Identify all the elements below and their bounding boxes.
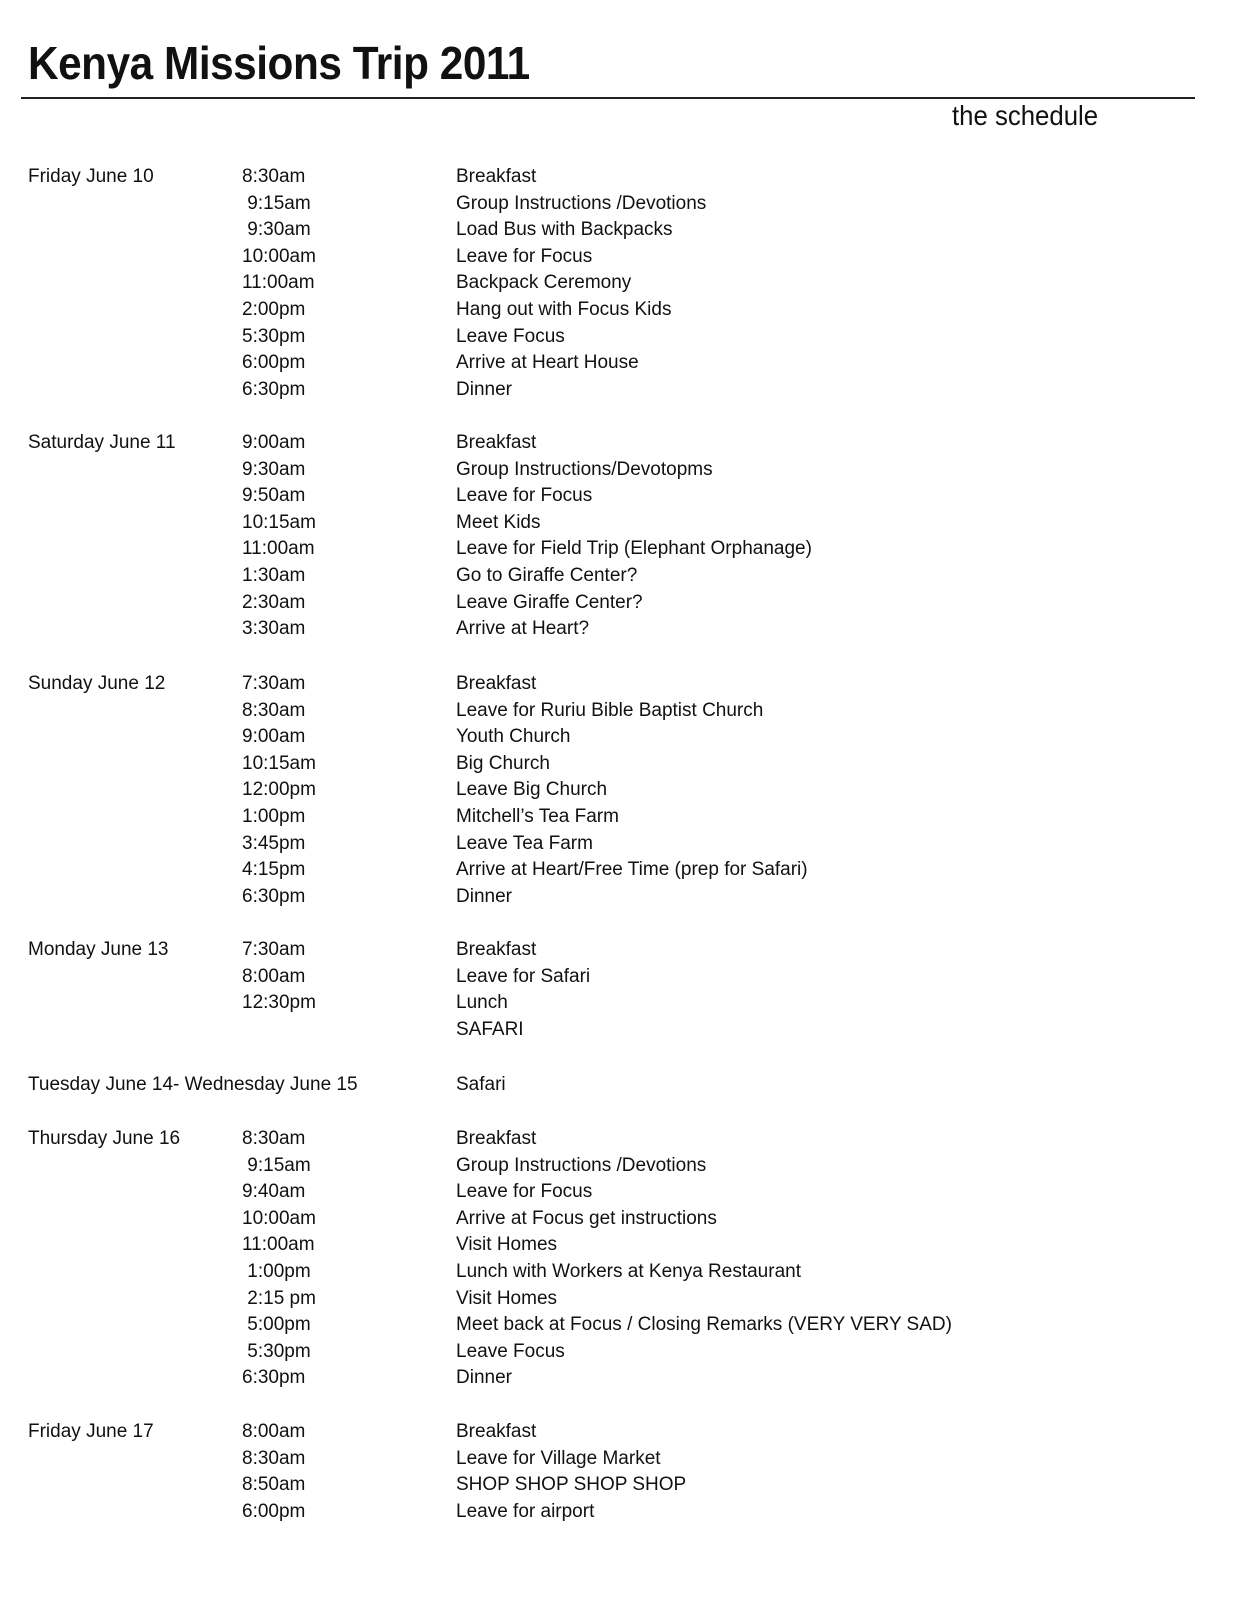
- schedule-time: 9:15am: [242, 1154, 311, 1176]
- schedule-activity: SAFARI: [456, 1018, 524, 1040]
- schedule-time: 9:30am: [242, 458, 306, 480]
- schedule-activity: Visit Homes: [456, 1287, 558, 1309]
- schedule-time: 6:00pm: [242, 1500, 306, 1522]
- schedule-time: 5:00pm: [242, 1314, 311, 1336]
- schedule-activity: Big Church: [456, 752, 550, 774]
- schedule-time: 1:00pm: [242, 1261, 311, 1282]
- schedule-time: 6:30pm: [242, 885, 306, 907]
- schedule-activity: Visit Homes: [456, 1234, 558, 1256]
- schedule-activity: Leave Tea Farm: [456, 832, 593, 854]
- title-divider: [21, 97, 1195, 99]
- page-title: Kenya Missions Trip 2011: [28, 37, 530, 89]
- schedule-activity: Leave for Focus: [456, 485, 593, 507]
- schedule-activity: Leave for Field Trip (Elephant Orphanage): [456, 538, 812, 560]
- schedule-activity: Leave for Ruriu Bible Baptist Church: [456, 699, 764, 721]
- schedule-activity: SHOP SHOP SHOP SHOP: [456, 1474, 687, 1496]
- schedule-activity: Leave for Safari: [456, 965, 591, 987]
- schedule-time: 10:15am: [242, 511, 316, 533]
- schedule-time: 3:45pm: [242, 832, 306, 854]
- schedule-time: 9:50am: [242, 485, 306, 507]
- schedule-time: 2:30am: [242, 591, 306, 613]
- schedule-time: 5:30pm: [242, 325, 306, 347]
- schedule-activity: Go to Giraffe Center?: [456, 565, 638, 586]
- schedule-time: 11:00am: [242, 1234, 315, 1256]
- schedule-time: 12:00pm: [242, 779, 316, 801]
- schedule-time: 6:30pm: [242, 1367, 306, 1389]
- schedule-activity: Dinner: [456, 885, 512, 907]
- schedule-time: 7:30am: [242, 939, 306, 960]
- day-label: Friday June 17: [28, 1421, 154, 1442]
- schedule-activity: Mitchell’s Tea Farm: [456, 806, 619, 827]
- schedule-activity: Meet Kids: [456, 511, 541, 533]
- schedule-activity: Arrive at Heart/Free Time (prep for Safari): [456, 859, 808, 881]
- schedule-time: 9:40am: [242, 1181, 306, 1203]
- schedule-time: 6:00pm: [242, 352, 306, 374]
- schedule-activity: Leave for Focus: [456, 245, 593, 267]
- schedule-activity: Breakfast: [456, 1128, 537, 1149]
- day-label: Monday June 13: [28, 939, 169, 960]
- schedule-time: 8:00am: [242, 1421, 306, 1442]
- schedule-time: 1:00pm: [242, 806, 306, 827]
- schedule-time: 1:30am: [242, 565, 306, 586]
- schedule-activity: Lunch with Workers at Kenya Restaurant: [456, 1261, 801, 1282]
- schedule-activity: Group Instructions/Devotopms: [456, 458, 713, 480]
- schedule-time: 8:30am: [242, 1128, 306, 1149]
- schedule-activity: Hang out with Focus Kids: [456, 299, 672, 320]
- schedule-time: 2:15 pm: [242, 1287, 316, 1309]
- schedule-activity: Leave Focus: [456, 1340, 565, 1362]
- day-label: Saturday June 11: [28, 432, 176, 453]
- schedule-activity: Dinner: [456, 378, 512, 400]
- schedule-activity: Breakfast: [456, 432, 537, 453]
- schedule-activity: Breakfast: [456, 1421, 537, 1442]
- schedule-time: 8:00am: [242, 965, 306, 987]
- schedule-activity: Leave for Village Market: [456, 1447, 661, 1469]
- schedule-time: 9:00am: [242, 432, 306, 453]
- schedule-time: 5:30pm: [242, 1340, 311, 1362]
- day-label: Friday June 10: [28, 166, 154, 187]
- schedule-activity: Backpack Ceremony: [456, 272, 632, 294]
- schedule-time: 6:30pm: [242, 378, 306, 400]
- schedule-activity: Safari: [456, 1074, 506, 1095]
- schedule-time: 10:00am: [242, 245, 316, 267]
- schedule-activity: Lunch: [456, 992, 508, 1014]
- schedule-time: 8:30am: [242, 699, 306, 721]
- schedule-time: 8:50am: [242, 1474, 306, 1496]
- day-label: Tuesday June 14- Wednesday June 15: [28, 1074, 358, 1095]
- schedule-time: 9:00am: [242, 726, 306, 748]
- schedule-time: 10:15am: [242, 752, 316, 774]
- day-label: Thursday June 16: [28, 1128, 181, 1149]
- schedule-activity: Leave Big Church: [456, 779, 608, 801]
- schedule-time: 9:30am: [242, 219, 311, 241]
- schedule-activity: Arrive at Heart House: [456, 352, 639, 374]
- schedule-activity: Group Instructions /Devotions: [456, 192, 707, 214]
- schedule-activity: Breakfast: [456, 166, 537, 187]
- schedule-time: 8:30am: [242, 166, 306, 187]
- schedule-time: 12:30pm: [242, 992, 316, 1014]
- schedule-activity: Load Bus with Backpacks: [456, 219, 673, 241]
- schedule-activity: Breakfast: [456, 673, 537, 694]
- schedule-time: 4:15pm: [242, 859, 306, 881]
- schedule-activity: Arrive at Focus get instructions: [456, 1207, 717, 1229]
- schedule-activity: Group Instructions /Devotions: [456, 1154, 707, 1176]
- schedule-time: 10:00am: [242, 1207, 316, 1229]
- schedule-time: 3:30am: [242, 618, 306, 640]
- schedule-time: 7:30am: [242, 673, 306, 694]
- schedule-activity: Arrive at Heart?: [456, 618, 590, 640]
- schedule-activity: Dinner: [456, 1367, 512, 1389]
- schedule-activity: Leave Giraffe Center?: [456, 591, 643, 613]
- schedule-activity: Breakfast: [456, 939, 537, 960]
- page-subtitle: the schedule: [952, 100, 1099, 131]
- schedule-activity: Leave Focus: [456, 325, 565, 347]
- day-label: Sunday June 12: [28, 673, 166, 694]
- schedule-activity: Meet back at Focus / Closing Remarks (VERY VERY SAD): [456, 1314, 952, 1336]
- schedule-time: 2:00pm: [242, 299, 306, 320]
- schedule-time: 11:00am: [242, 272, 315, 294]
- schedule-time: 8:30am: [242, 1447, 306, 1469]
- schedule-activity: Youth Church: [456, 726, 571, 748]
- schedule-activity: Leave for Focus: [456, 1181, 593, 1203]
- schedule-activity: Leave for airport: [456, 1500, 595, 1522]
- schedule-time: 9:15am: [242, 192, 311, 214]
- schedule-time: 11:00am: [242, 538, 315, 560]
